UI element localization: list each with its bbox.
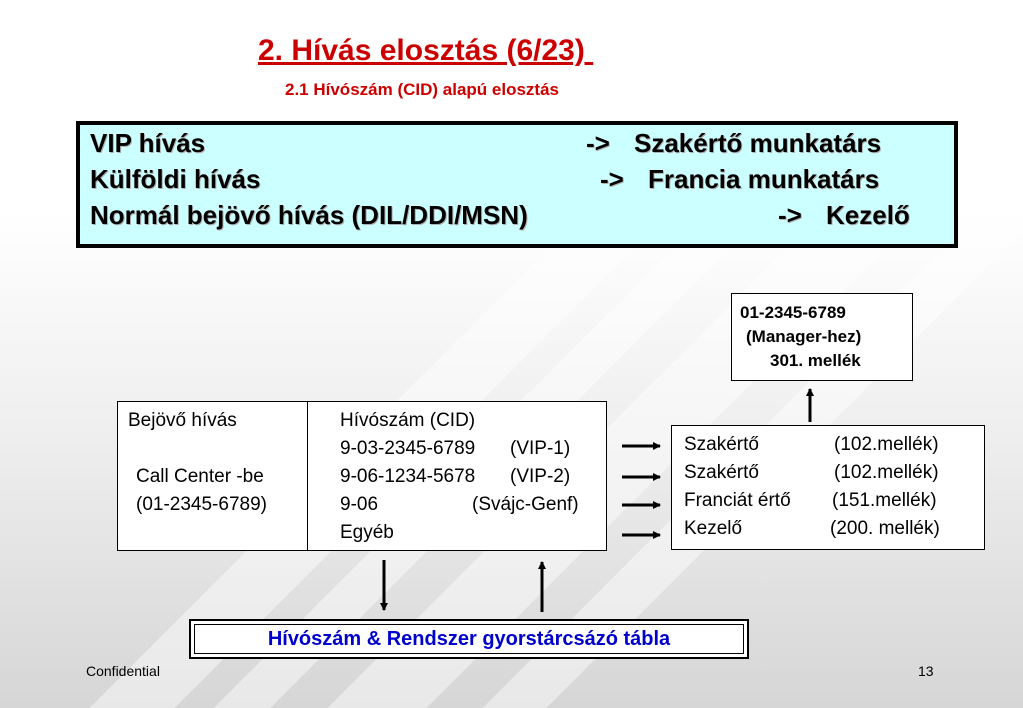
rule-2-source: Külföldi hívás [90, 164, 261, 194]
manager-label: (Manager-hez) [746, 327, 862, 346]
target-4-ext: (200. mellék) [830, 518, 940, 539]
cid-row-2-note: (VIP-2) [510, 466, 571, 487]
rule-2-target: Francia munkatárs [648, 164, 880, 194]
cid-row-2-number: 9-06-1234-5678 [340, 466, 476, 487]
rule-2-arrow: -> [600, 164, 624, 194]
slide-title: 2. Hívás elosztás (6/23) [258, 34, 594, 67]
speed-dial-box [189, 619, 749, 659]
cid-row-3-note: (Svájc-Genf) [472, 494, 579, 515]
slide-subtitle: 2.1 Hívószám (CID) alapú elosztás [285, 80, 559, 99]
target-2-ext: (102.mellék) [834, 462, 939, 483]
cid-row-4-number: Egyéb [340, 522, 394, 543]
speed-dial-label: Hívószám & Rendszer gyorstárcsázó tábla [194, 624, 744, 654]
caller-label: Call Center -be [136, 466, 264, 487]
cid-row-3-number: 9-06 [340, 494, 379, 515]
footer-confidential: Confidential [86, 663, 160, 679]
cid-row-1-number: 9-03-2345-6789 [340, 438, 476, 459]
target-2-name: Szakértő [684, 462, 759, 483]
rule-3-target: Kezelő [826, 200, 910, 230]
rule-1-target: Szakértő munkatárs [634, 128, 882, 158]
cid-header: Hívószám (CID) [340, 410, 476, 431]
rule-3-arrow: -> [778, 200, 802, 230]
rule-1-source: VIP hívás [90, 128, 206, 158]
page-number: 13 [918, 663, 934, 679]
target-3-name: Franciát értő [684, 490, 791, 511]
incoming-call-header: Bejövő hívás [128, 410, 237, 431]
rule-3-source: Normál bejövő hívás (DIL/DDI/MSN) [90, 200, 528, 230]
target-3-ext: (151.mellék) [832, 490, 937, 511]
rule-1-arrow: -> [586, 128, 610, 158]
cid-row-1-note: (VIP-1) [510, 438, 571, 459]
manager-number: 01-2345-6789 [740, 303, 846, 322]
target-1-name: Szakértő [684, 434, 759, 455]
target-4-name: Kezelő [684, 518, 743, 539]
target-1-ext: (102.mellék) [834, 434, 939, 455]
manager-extension: 301. mellék [770, 351, 861, 370]
caller-number: (01-2345-6789) [136, 494, 267, 515]
